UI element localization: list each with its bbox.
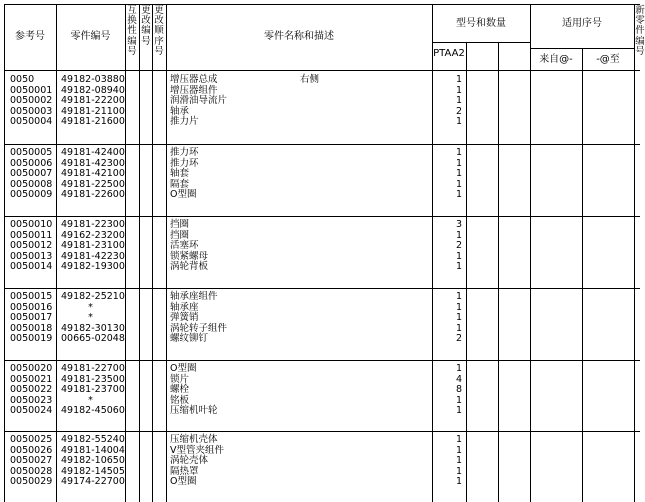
col-border <box>56 4 57 502</box>
part-no-cell: 49181-22300 <box>61 219 125 230</box>
ref-no-cell: 0050005 <box>10 147 53 158</box>
part-name-cell: 压缩机叶轮 <box>170 405 218 417</box>
header-bottom-border <box>4 70 640 71</box>
part-name-cell: V型管夹组件 <box>170 444 224 456</box>
part-name-cell: 锁紧螺母 <box>170 250 209 262</box>
quantity-cell: 1 <box>455 74 462 85</box>
group-separator <box>4 216 640 217</box>
part-no-cell: 49181-42230 <box>61 250 125 262</box>
part-name-cell: 涡轮壳体 <box>170 455 209 467</box>
ref-no-cell: 0050027 <box>10 455 53 467</box>
col-border <box>4 4 5 502</box>
part-no-cell: 49182-19300 <box>61 261 125 273</box>
quantity-cell: 1 <box>455 363 462 374</box>
ref-no-cell: 0050019 <box>10 333 53 345</box>
part-no-cell: 49182-14505 <box>61 465 125 477</box>
ref-no-cell: 0050012 <box>10 240 53 252</box>
part-name-cell: 推力片 <box>170 116 199 128</box>
part-no-cell: 49181-22500 <box>61 178 125 190</box>
part-no-cell: 49182-45060 <box>61 405 125 417</box>
part-no-cell: 49181-14004 <box>61 444 125 456</box>
part-name-cell: 弹簧销 <box>170 312 199 324</box>
ref-no-cell: 0050021 <box>10 373 53 385</box>
part-no-cell: 49182-30130 <box>61 322 125 334</box>
ref-no-cell: 0050018 <box>10 322 53 334</box>
ref-no-cell: 0050024 <box>10 405 53 417</box>
part-name-cell: 轴承 <box>170 105 190 117</box>
part-no-cell: 49181-42400 <box>61 147 125 158</box>
part-name-cell: 隔热罩 <box>170 465 199 477</box>
part-no-cell: 49182-03880 <box>61 74 125 85</box>
quantity-cell: 1 <box>455 157 462 169</box>
quantity-cell: 2 <box>455 105 462 117</box>
part-name-cell: O型圈 <box>170 363 197 374</box>
part-no-cell: 49181-21100 <box>61 105 125 117</box>
quantity-cell: 1 <box>455 147 462 158</box>
ref-no-cell: 0050025 <box>10 434 53 445</box>
header-model-code: PTAA2 <box>433 48 465 59</box>
quantity-cell: 1 <box>455 312 462 324</box>
part-no-cell: 49181-42100 <box>61 168 125 180</box>
header-serial-from: 来自@- <box>539 54 573 65</box>
quantity-cell: 8 <box>455 384 462 396</box>
ref-no-cell: 0050009 <box>10 189 53 201</box>
ref-no-cell: 0050028 <box>10 465 53 477</box>
part-name-cell: 涡轮转子组件 <box>170 322 228 334</box>
part-name-cell: 涡轮背板 <box>170 261 209 273</box>
parts-table <box>4 0 645 502</box>
header-ref-no: 参考号 <box>15 31 45 42</box>
part-name-cell: 压缩机壳体 <box>170 434 218 445</box>
ref-no-cell: 0050 <box>10 74 35 85</box>
quantity-cell: 1 <box>455 394 462 406</box>
ref-no-cell: 0050020 <box>10 363 53 374</box>
table-top-border <box>4 4 640 5</box>
ref-no-cell: 0050026 <box>10 444 53 456</box>
quantity-cell: 1 <box>455 116 462 128</box>
ref-no-cell: 0050008 <box>10 178 53 190</box>
header-serial: 适用序号 <box>562 18 602 29</box>
group-separator <box>4 360 640 361</box>
quantity-cell: 1 <box>455 434 462 445</box>
quantity-cell: 1 <box>455 291 462 302</box>
part-no-cell: 49182-55240 <box>61 434 125 445</box>
col-border <box>166 4 167 502</box>
ref-no-cell: 0050004 <box>10 116 53 128</box>
part-name-cell: 挡圈 <box>170 219 190 230</box>
quantity-cell: 1 <box>455 301 462 313</box>
part-no-cell: 49162-23200 <box>61 229 125 241</box>
quantity-cell: 1 <box>455 178 462 190</box>
quantity-cell: 1 <box>455 168 462 180</box>
col-border <box>634 4 635 502</box>
group-separator <box>4 431 640 432</box>
part-no-cell: 00665-02048 <box>61 333 125 345</box>
quantity-cell: 1 <box>455 229 462 241</box>
part-no-cell: 49181-23700 <box>61 384 125 396</box>
ref-no-cell: 0050006 <box>10 157 53 169</box>
part-name-cell: 活塞环 <box>170 240 199 252</box>
ref-no-cell: 0050017 <box>10 312 53 324</box>
part-no-cell: * <box>88 312 93 324</box>
part-no-cell: 49182-25210 <box>61 291 125 302</box>
quantity-cell: 1 <box>455 455 462 467</box>
quantity-cell: 1 <box>455 322 462 334</box>
part-name-cell: 推力环 <box>170 157 199 169</box>
part-name-cell: O型圈 <box>170 476 197 488</box>
ref-no-cell: 0050015 <box>10 291 53 302</box>
part-no-cell: 49181-23500 <box>61 373 125 385</box>
ref-no-cell: 0050022 <box>10 384 53 396</box>
header-model-qty: 型号和数量 <box>456 18 506 29</box>
part-name-cell: 铭板 <box>170 394 190 406</box>
quantity-cell: 1 <box>455 84 462 96</box>
ref-no-cell: 0050002 <box>10 95 53 107</box>
quantity-cell: 1 <box>455 95 462 107</box>
part-no-cell: 49181-42300 <box>61 157 125 169</box>
group-separator <box>4 288 640 289</box>
ref-no-cell: 0050016 <box>10 301 53 313</box>
part-name-cell: 推力环 <box>170 147 199 158</box>
ref-no-cell: 0050023 <box>10 394 53 406</box>
ref-no-cell: 0050014 <box>10 261 53 273</box>
part-no-cell: 49182-10650 <box>61 455 125 467</box>
ref-no-cell: 0050011 <box>10 229 53 241</box>
part-name-cell: 锁片 <box>170 373 190 385</box>
col-border <box>530 4 531 502</box>
header-change-order: 更改顺序号 <box>154 5 164 57</box>
quantity-cell: 1 <box>455 405 462 417</box>
col-border <box>498 42 499 502</box>
header-new-part: 新零件编号 <box>635 5 645 57</box>
part-name-cell: 增压器总成 <box>170 74 218 85</box>
part-no-cell: * <box>88 301 93 313</box>
part-name-cell: 轴承座 <box>170 301 199 313</box>
part-no-cell: 49181-23100 <box>61 240 125 252</box>
ref-no-cell: 0050007 <box>10 168 53 180</box>
part-no-cell: 49181-21600 <box>61 116 125 128</box>
header-change-no: 更改编号 <box>141 5 151 47</box>
part-note-cell: 右侧 <box>300 74 320 85</box>
part-name-cell: 挡圈 <box>170 229 190 241</box>
quantity-cell: 3 <box>455 219 462 230</box>
header-name-desc: 零件名称和描述 <box>264 31 334 42</box>
part-no-cell: 49181-22200 <box>61 95 125 107</box>
part-name-cell: 隔套 <box>170 178 190 190</box>
col-border <box>582 48 583 502</box>
header-part-no: 零件编号 <box>70 31 111 42</box>
col-border <box>466 42 467 502</box>
ref-no-cell: 0050029 <box>10 476 53 488</box>
group-separator <box>4 144 640 145</box>
quantity-cell: 2 <box>455 333 462 345</box>
quantity-cell: 1 <box>455 261 462 273</box>
quantity-cell: 1 <box>455 189 462 201</box>
quantity-cell: 1 <box>455 465 462 477</box>
col-border <box>125 4 126 502</box>
part-no-cell: * <box>88 394 93 406</box>
part-name-cell: 润滑油导流片 <box>170 95 228 107</box>
quantity-cell: 2 <box>455 240 462 252</box>
part-no-cell: 49181-22600 <box>61 189 125 201</box>
part-name-cell: O型圈 <box>170 189 197 201</box>
header-interchange: 互换性编号 <box>127 5 137 57</box>
part-name-cell: 轴承座组件 <box>170 291 218 302</box>
quantity-cell: 1 <box>455 250 462 262</box>
part-no-cell: 49182-08940 <box>61 84 125 96</box>
ref-no-cell: 0050013 <box>10 250 53 262</box>
quantity-cell: 1 <box>455 444 462 456</box>
ref-no-cell: 0050001 <box>10 84 53 96</box>
part-name-cell: 轴套 <box>170 168 190 180</box>
ref-no-cell: 0050010 <box>10 219 53 230</box>
col-border <box>139 4 140 502</box>
header-serial-to: -@至 <box>596 54 620 65</box>
quantity-cell: 1 <box>455 476 462 488</box>
quantity-cell: 4 <box>455 373 462 385</box>
model-subheader-line <box>432 42 530 43</box>
part-no-cell: 49174-22700 <box>61 476 125 488</box>
ref-no-cell: 0050003 <box>10 105 53 117</box>
part-no-cell: 49181-22700 <box>61 363 125 374</box>
part-name-cell: 螺纹铆钉 <box>170 333 209 345</box>
part-name-cell: 螺栓 <box>170 384 190 396</box>
part-name-cell: 增压器组件 <box>170 84 218 96</box>
col-border <box>152 4 153 502</box>
